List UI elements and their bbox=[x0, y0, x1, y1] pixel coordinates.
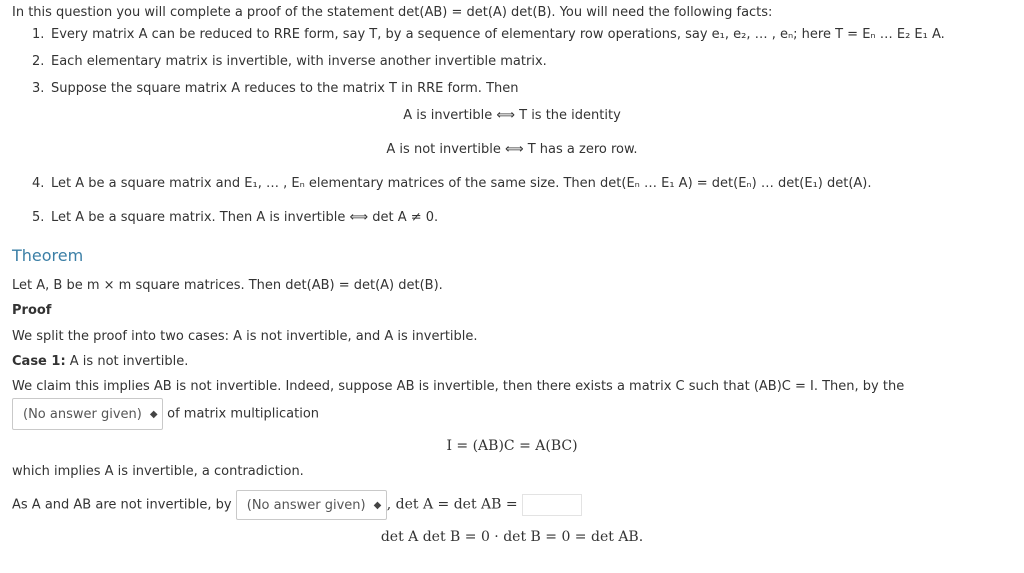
answer-input[interactable] bbox=[522, 494, 582, 516]
center-equation: I = (AB)C = A(BC) bbox=[446, 438, 578, 454]
fact-text: Suppose the square matrix A reduces to the matrix T in RRE form. Then bbox=[51, 81, 519, 96]
final-equation: det A det B = 0 · det B = 0 = det AB. bbox=[380, 529, 644, 545]
intro-text: In this question you will complete a proof of the statement det(AB) = det(A) det(B). You will need the following facts: bbox=[12, 5, 773, 20]
updown-arrows-icon: ◆ bbox=[373, 499, 382, 511]
implies-text: which implies A is invertible, a contradiction. bbox=[12, 464, 304, 479]
det-equation-text: , det A = det AB = bbox=[386, 496, 518, 513]
fact-item-3 bbox=[32, 81, 519, 96]
fact-number: 4. bbox=[32, 176, 45, 191]
fact-number: 3. bbox=[32, 81, 45, 96]
fact-item-4 bbox=[32, 176, 872, 191]
theorem-heading: Theorem bbox=[12, 246, 84, 265]
select2-line bbox=[12, 490, 582, 520]
fact-number: 1. bbox=[32, 27, 45, 42]
equivalence-invertible: A is invertible ⟺ T is the identity bbox=[403, 108, 621, 123]
fact-item-1 bbox=[32, 27, 945, 42]
select1-line bbox=[12, 398, 319, 430]
split-text: We split the proof into two cases: A is not invertible, and A is invertible. bbox=[12, 329, 478, 344]
case1-line bbox=[12, 354, 188, 369]
fact-item-5 bbox=[32, 210, 438, 225]
select-value: (No answer given) bbox=[246, 497, 366, 513]
case1-text: A is not invertible. bbox=[69, 354, 189, 369]
fact-number: 2. bbox=[32, 54, 45, 69]
claim-text: We claim this implies AB is not invertible. Indeed, suppose AB is invertible, then there exists a matrix C such that (AB)C = I. Then, by the bbox=[12, 379, 905, 394]
after-select-text: of matrix multiplication bbox=[167, 406, 320, 422]
fact-text: Let A be a square matrix and E₁, … , Eₙ elementary matrices of the same size. Then det(Eₙ … E₁ A) = det(Eₙ) … det(E₁) det(A). bbox=[51, 176, 872, 191]
fact-select-2[interactable] bbox=[236, 490, 387, 520]
as-text: As A and AB are not invertible, by bbox=[12, 497, 232, 513]
select-value: (No answer given) bbox=[23, 406, 142, 422]
theorem-statement: Let A, B be m × m square matrices. Then det(AB) = det(A) det(B). bbox=[12, 278, 443, 293]
equivalence-not-invertible: A is not invertible ⟺ T has a zero row. bbox=[386, 142, 638, 157]
updown-arrows-icon: ◆ bbox=[149, 408, 158, 420]
case1-label: Case 1: bbox=[12, 354, 66, 369]
proof-heading: Proof bbox=[12, 303, 52, 318]
fact-text: Every matrix A can be reduced to RRE form, say T, by a sequence of elementary row operations, say e₁, e₂, … , eₙ; here T = Eₙ … E₂ E₁ A. bbox=[51, 27, 945, 42]
fact-item-2 bbox=[32, 54, 547, 69]
fact-number: 5. bbox=[32, 210, 45, 225]
property-select-1[interactable] bbox=[12, 398, 163, 430]
fact-text: Each elementary matrix is invertible, with inverse another invertible matrix. bbox=[51, 54, 547, 69]
fact-text: Let A be a square matrix. Then A is invertible ⟺ det A ≠ 0. bbox=[51, 210, 439, 225]
